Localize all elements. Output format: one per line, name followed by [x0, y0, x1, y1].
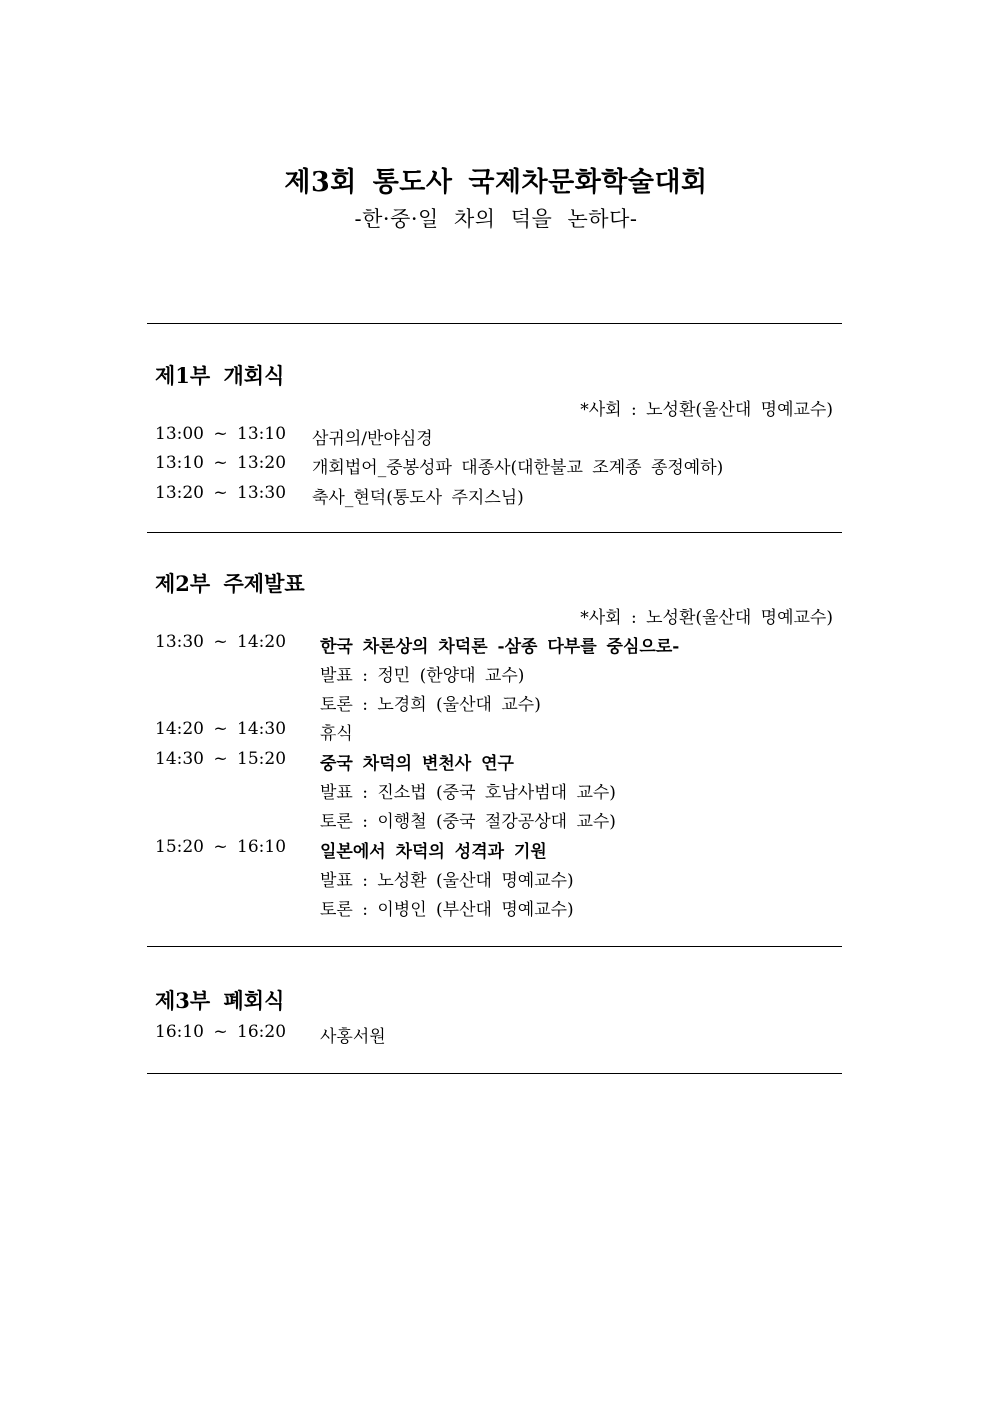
- schedule-row: [0, 837, 992, 861]
- row-desc: 발표 : 노성환 (울산대 명예교수): [320, 871, 574, 891]
- part2-title: 제2부 주제발표: [155, 571, 305, 596]
- divider-part1: [147, 532, 842, 533]
- row-desc: 개회법어_중봉성파 대종사(대한불교 조계종 종정예하): [312, 458, 724, 478]
- divider-bottom: [147, 1073, 842, 1074]
- row-time: 14:20 ~ 14:30: [155, 719, 287, 739]
- schedule-row: [0, 661, 992, 685]
- page-subtitle: -한·중·일 차의 덕을 논하다-: [354, 207, 638, 231]
- schedule-row: [0, 866, 992, 890]
- schedule-row: [0, 778, 992, 802]
- row-time: 13:00 ~ 13:10: [155, 424, 287, 444]
- part2-moderator: *사회 : 노성환(울산대 명예교수): [580, 608, 833, 628]
- schedule-row: [0, 895, 992, 919]
- row-desc: 휴식: [320, 724, 353, 744]
- schedule-row: [0, 453, 992, 477]
- row-desc: 발표 : 정민 (한양대 교수): [320, 666, 525, 686]
- divider-part2: [147, 946, 842, 947]
- row-time: 13:20 ~ 13:30: [155, 483, 287, 503]
- schedule-row: [0, 1022, 992, 1046]
- row-desc: 일본에서 차덕의 성격과 기원: [320, 842, 547, 862]
- row-desc: 토론 : 이행철 (중국 절강공상대 교수): [320, 812, 616, 832]
- row-time: 16:10 ~ 16:20: [155, 1022, 287, 1042]
- row-desc: 토론 : 노경희 (울산대 교수): [320, 695, 541, 715]
- row-time: 14:30 ~ 15:20: [155, 749, 287, 769]
- schedule-row: [0, 807, 992, 831]
- row-time: 13:30 ~ 14:20: [155, 632, 287, 652]
- row-time: 13:10 ~ 13:20: [155, 453, 287, 473]
- schedule-row: [0, 483, 992, 507]
- row-desc: 사홍서원: [320, 1027, 386, 1047]
- schedule-row: [0, 632, 992, 656]
- part3-title: 제3부 폐회식: [155, 988, 285, 1013]
- page-title: 제3회 통도사 국제차문화학술대회: [284, 167, 708, 198]
- row-desc: 발표 : 진소법 (중국 호남사범대 교수): [320, 783, 616, 803]
- schedule-row: [0, 690, 992, 714]
- row-desc: 토론 : 이병인 (부산대 명예교수): [320, 900, 574, 920]
- schedule-row: [0, 719, 992, 743]
- divider-top: [147, 323, 842, 324]
- schedule-row: [0, 749, 992, 773]
- row-desc: 중국 차덕의 변천사 연구: [320, 754, 514, 774]
- row-time: 15:20 ~ 16:10: [155, 837, 287, 857]
- row-desc: 축사_현덕(통도사 주지스님): [312, 488, 524, 508]
- part1-moderator: *사회 : 노성환(울산대 명예교수): [580, 400, 833, 420]
- schedule-row: [0, 424, 992, 448]
- row-desc: 한국 차론상의 차덕론 -삼종 다부를 중심으로-: [320, 637, 680, 657]
- part1-title: 제1부 개회식: [155, 363, 285, 388]
- row-desc: 삼귀의/반야심경: [312, 429, 433, 449]
